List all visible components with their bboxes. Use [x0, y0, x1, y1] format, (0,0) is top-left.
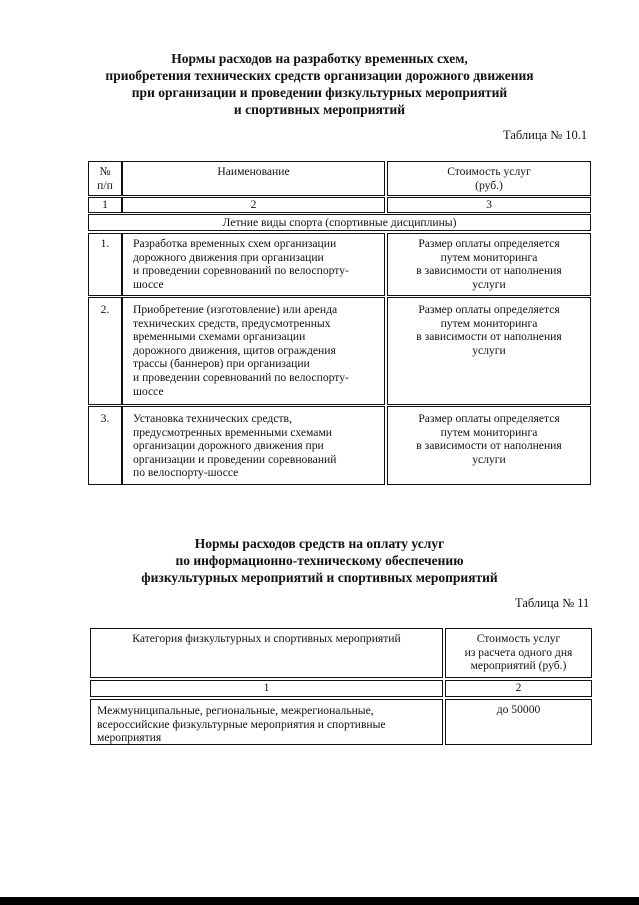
section1-title-line: при организации и проведении физкультурных мероприятий: [131, 85, 508, 100]
row1-num: 1.: [88, 233, 122, 296]
row2-cost-line: услуги: [472, 343, 506, 357]
row2-cost-line: Размер оплаты определяется: [418, 303, 560, 316]
row1-cost-line: Размер оплаты определяется: [418, 237, 560, 250]
row1-name: [122, 233, 385, 296]
row1-cost-line: путем мониторинга: [440, 250, 538, 264]
header-daily-cost: [445, 628, 592, 678]
header-daily-cost-line: из расчета одного дня: [464, 645, 573, 659]
row1-name-line: шоссе: [133, 277, 164, 291]
header-num-line: п/п: [97, 178, 113, 192]
header-num-line: №: [99, 165, 111, 178]
header-cost-line: Стоимость услуг: [447, 165, 531, 178]
t11-row1-category-line: мероприятия: [97, 731, 162, 745]
t11-col-number-1: 1: [90, 680, 443, 697]
row2-cost: [387, 297, 591, 405]
row3-name-line: предусмотренных временными схемами: [133, 425, 332, 439]
group-row: Летние виды спорта (спортивные дисциплины): [88, 214, 591, 231]
header-cost: [387, 161, 591, 196]
row3-cost-line: услуги: [472, 452, 506, 466]
section1-title-line: и спортивных мероприятий: [233, 102, 406, 117]
row3-cost: [387, 406, 591, 485]
row3-cost-line: Размер оплаты определяется: [418, 412, 560, 425]
row3-name-line: организации и проведении соревнований: [133, 452, 337, 466]
row3-name-line: Установка технических средств,: [133, 412, 292, 425]
col-number-1: 1: [88, 197, 122, 213]
row2-cost-line: путем мониторинга: [440, 316, 538, 330]
t11-row1-category: [90, 699, 443, 745]
row2-name-line: Приобретение (изготовление) или аренда: [133, 303, 338, 316]
row3-name: [122, 406, 385, 485]
t11-row1-category-line: всероссийские физкультурные мероприятия и спортивные: [97, 717, 386, 731]
t11-row1-cost: до 50000: [445, 699, 592, 745]
row2-name-line: трассы (баннеров) при организации: [133, 357, 310, 371]
section2-title-line: физкультурных мероприятий и спортивных мероприятий: [141, 570, 498, 585]
col-number-3: 3: [387, 197, 591, 213]
header-name: [122, 161, 385, 196]
row3-cost-line: путем мониторинга: [440, 425, 538, 439]
header-category-text: Категория физкультурных и спортивных мероприятий: [132, 632, 401, 645]
t11-row1-category-line: Межмуниципальные, региональные, межрегиональные,: [97, 704, 374, 717]
header-category: [90, 628, 443, 678]
row3-cost-line: в зависимости от наполнения: [416, 439, 562, 453]
section1-title: [0, 50, 639, 118]
row1-cost-line: услуги: [472, 277, 506, 291]
row2-cost-line: в зависимости от наполнения: [416, 330, 562, 344]
row2-name-line: технических средств, предусмотренных: [133, 316, 331, 330]
header-daily-cost-line: мероприятий (руб.): [470, 659, 567, 673]
row2-name-line: дорожного движения, щитов ограждения: [133, 343, 336, 357]
row3-name-line: организации дорожного движения при: [133, 439, 324, 453]
table-10-1-label: Таблица № 10.1: [503, 128, 588, 142]
header-name-text: Наименование: [217, 165, 290, 178]
row1-cost: [387, 233, 591, 296]
table-11-label: Таблица № 11: [515, 596, 590, 610]
header-daily-cost-line: Стоимость услуг: [476, 632, 561, 645]
scan-bottom-edge: [0, 897, 639, 905]
row1-cost-line: в зависимости от наполнения: [416, 264, 562, 278]
header-cost-line: (руб.): [475, 178, 503, 192]
row2-name: [122, 297, 385, 405]
section2-title-line: по информационно-техническому обеспечению: [175, 553, 464, 568]
row2-name-line: шоссе: [133, 384, 164, 398]
col-number-2: 2: [122, 197, 385, 213]
header-num: [88, 161, 122, 196]
row1-name-line: дорожного движения при организации: [133, 250, 324, 264]
row2-name-line: и проведении соревнований по велоспорту-: [133, 370, 349, 384]
row3-num: 3.: [88, 406, 122, 485]
section1-title-line: приобретения технических средств организации дорожного движения: [105, 68, 534, 83]
row3-name-line: по велоспорту-шоссе: [133, 466, 239, 480]
section2-title: [0, 535, 639, 586]
t11-col-number-2: 2: [445, 680, 592, 697]
row2-name-line: временными схемами организации: [133, 330, 306, 344]
row1-name-line: и проведении соревнований по велоспорту-: [133, 264, 349, 278]
row1-name-line: Разработка временных схем организации: [133, 237, 337, 250]
row2-num: 2.: [88, 297, 122, 405]
section2-title-line: Нормы расходов средств на оплату услуг: [194, 536, 445, 551]
section1-title-line: Нормы расходов на разработку временных схем,: [171, 51, 468, 66]
